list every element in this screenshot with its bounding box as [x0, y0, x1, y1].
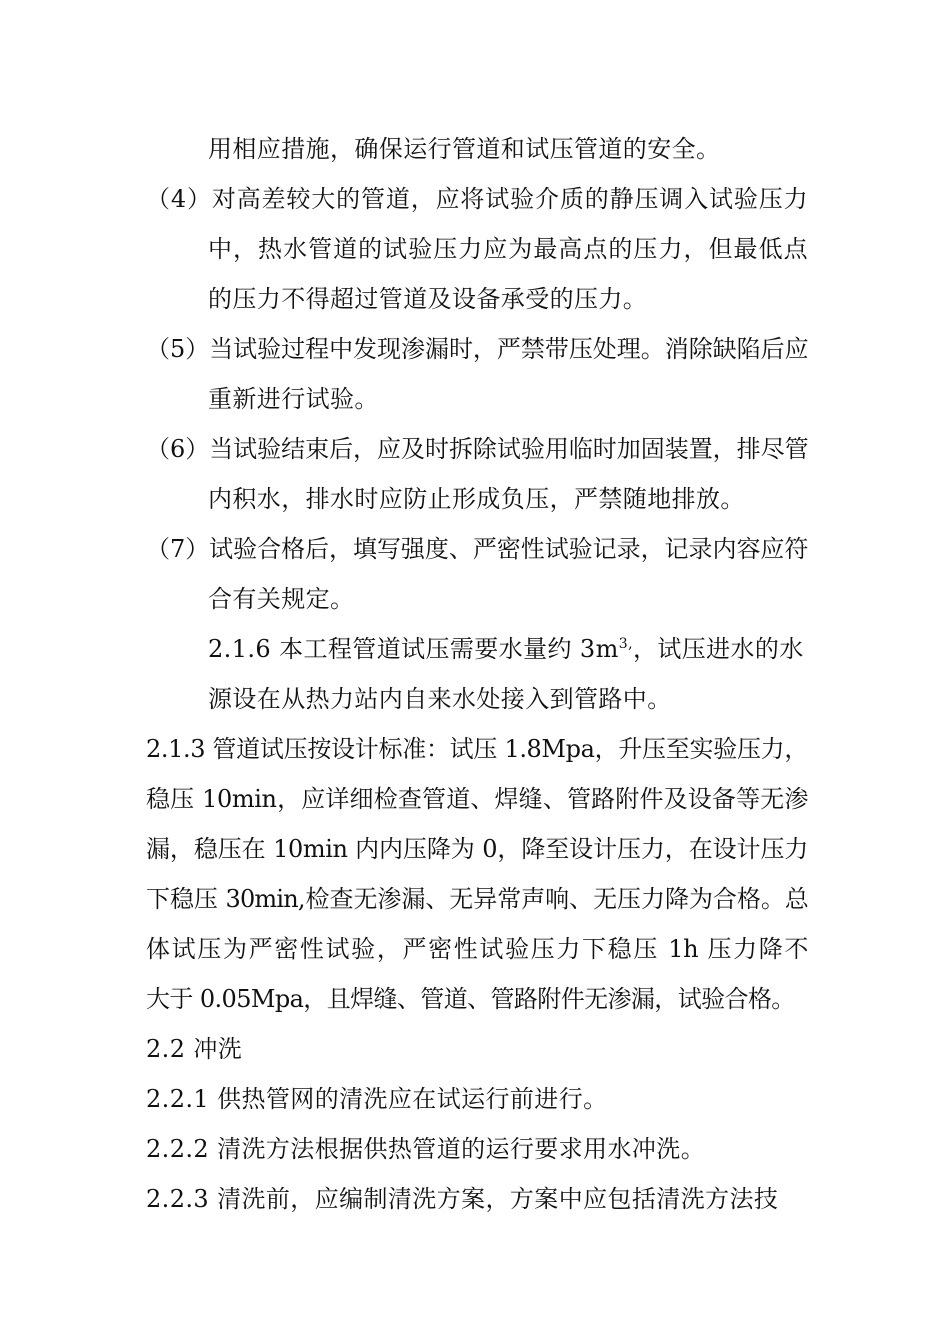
list-item-5-line-2: 重新进行试验。: [208, 385, 379, 413]
list-item-6-line-1: （6）当试验结束后，应及时拆除试验用临时加固装置，排尽管: [146, 435, 808, 463]
section-2-1-6-line-1: [208, 624, 804, 674]
section-heading-2-2: 2.2 冲洗: [146, 1035, 243, 1063]
list-item-4-line-2: 中，热水管道的试验压力应为最高点的压力，但最低点: [208, 235, 808, 263]
list-item-5-line-1: （5）当试验过程中发现渗漏时，严禁带压处理。消除缺陷后应: [146, 335, 808, 363]
section-2-1-6-line-2: 源设在从热力站内自来水处接入到管路中。: [208, 685, 672, 713]
section-2-1-6-tail: ，试压进水的水: [632, 635, 804, 663]
paragraph-line: 用相应措施，确保运行管道和试压管道的安全。: [208, 135, 721, 163]
section-2-1-3-line-2: 稳压 10min，应详细检查管道、焊缝、管路附件及设备等无渗: [146, 785, 808, 813]
list-item-7-line-1: （7）试验合格后，填写强度、严密性试验记录，记录内容应符: [146, 535, 808, 563]
list-item-4-line-1: （4）对高差较大的管道，应将试验介质的静压调入试验压力: [146, 185, 808, 213]
section-2-2-2: 2.2.2 清洗方法根据供热管道的运行要求用水冲洗。: [146, 1135, 706, 1163]
list-item-6-line-2: 内积水，排水时应防止形成负压，严禁随地排放。: [208, 485, 745, 513]
section-2-1-3-line-4: 下稳压 30min,检查无渗漏、无异常声响、无压力降为合格。总: [146, 885, 808, 913]
section-2-2-1: 2.2.1 供热管网的清洗应在试运行前进行。: [146, 1085, 608, 1113]
list-item-7-line-2: 合有关规定。: [208, 585, 355, 613]
section-2-1-6-text: 2.1.6 本工程管道试压需要水量约 3m: [208, 635, 619, 663]
section-2-2-3-line-1: 2.2.3 清洗前，应编制清洗方案，方案中应包括清洗方法技: [146, 1185, 779, 1213]
section-2-1-3-line-3: 漏，稳压在 10min 内内压降为 0，降至设计压力，在设计压力: [146, 835, 808, 863]
section-2-1-3-line-6: 大于 0.05Mpa，且焊缝、管道、管路附件无渗漏，试验合格。: [146, 985, 795, 1013]
section-2-1-3-line-1: 2.1.3 管道试压按设计标准：试压 1.8Mpa，升压至实验压力，: [146, 735, 808, 763]
list-item-4-line-3: 的压力不得超过管道及设备承受的压力。: [208, 285, 648, 313]
superscript-unit: 3,: [618, 636, 633, 652]
section-2-1-3-line-5: 体试压为严密性试验，严密性试验压力下稳压 1h 压力降不: [146, 935, 808, 963]
